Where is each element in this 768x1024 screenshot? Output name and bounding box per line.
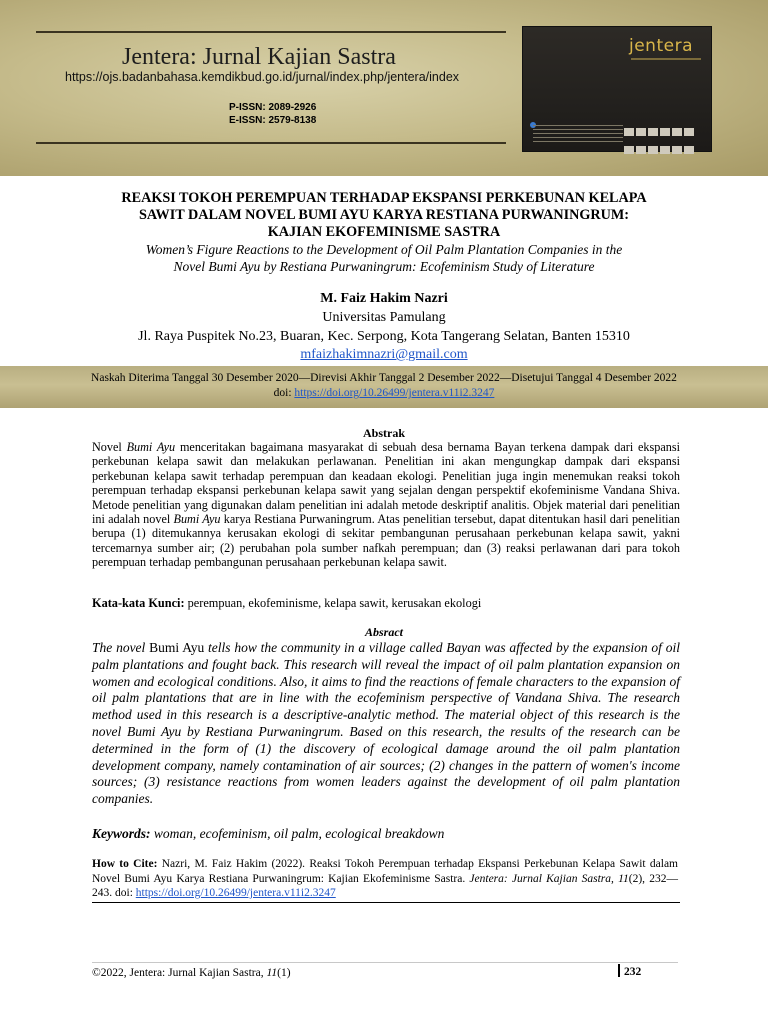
abstrak-text-part1: menceritakan bagaimana masyarakat di sebuah desa bernama Bayan terkena dampak dari ekspansi perkebunan kelapa sawit dan melakukan perlawanan. Penelitian ini akan mengungkap dampak dari ekspansi perkebunan kelapa sawit terhadap perempuan dan keadaan ekologi. Penelitian juga ingin menemukan reaksi tokoh perempuan terhadap ekspansi perkebunan kelapa sawit yang sejalan dengan perspektif ekofeminisme Vandana Shiva. Metode penelitian yang digunakan dalam penelitian ini adalah metode deskriptif analitis. Objek material dari penelitian ini adalah novel: [92, 440, 680, 527]
cover-text-lines: [533, 125, 623, 145]
cite-journal: Jentera: Jurnal Kajian Sastra, 11: [469, 872, 629, 885]
article-title: [0, 190, 768, 241]
cite-doi-link[interactable]: https://doi.org/10.26499/jentera.v11i2.3247: [135, 887, 336, 900]
author-name: M. Faiz Hakim Nazri: [320, 291, 448, 306]
keywords: [92, 826, 680, 842]
cite-text: Nazri, M. Faiz Hakim (2022). Reaksi Tokoh Perempuan terhadap Ekspansi Perkebunan Kelapa Sawit dalam Novel Bumi Ayu Karya Restiana Purwaningrum: Kajian Ekofeminisme Sastra.: [92, 858, 679, 885]
cite-label: How to Cite:: [92, 858, 158, 870]
page-number-bar: [618, 964, 620, 977]
author-affiliation: Universitas Pamulang: [322, 310, 446, 325]
doi-line: [0, 387, 768, 399]
abstrak-lead: Novel: [92, 440, 127, 454]
abstrak-book-title: Bumi Ayu: [126, 440, 176, 454]
journal-header: [0, 0, 768, 176]
footer-copyright: [92, 967, 291, 979]
abstract-lead: The novel: [92, 640, 150, 655]
kata-kunci: [92, 596, 680, 611]
abstrak-text-part2: karya Restiana Purwaningrum. Atas penelitian tersebut, dapat ditentukan hasil dari penelitian berupa (1) ditemukannya kerusakan ekologi di sekitar pembangunan perusahaan perkebunan kelapa sawit, yakni tercemarnya sumber air; (2) perubahan pola sumber nafkah perempuan; dan (3) reaksi perlawanan dari para tokoh perempuan terhadap pembangunan perusahaan perkebunan kelapa sawit.: [92, 512, 680, 570]
journal-cover-image: [522, 26, 712, 152]
abstrak-body: [92, 440, 680, 570]
kata-kunci-label: Kata-kata Kunci:: [92, 596, 185, 610]
copyright-text: ©2022, Jentera: Jurnal Kajian Sastra,: [92, 967, 267, 979]
page-number: [618, 964, 641, 978]
article-title-line: KAJIAN EKOFEMINISME SASTRA: [267, 224, 501, 240]
author-email: [0, 347, 768, 363]
abstract-body: [92, 640, 680, 808]
abstract-text: tells how the community in a village called Bayan was affected by the expansion of oil palm plantations and fought back. This research will reveal the impact of oil palm plantation expansion on women and ecological conditions. Also, it aims to find the reactions of female characters to the expansion of oil palm plantations that are in line with the ecofeminism perspective of Vandana Shiva. The research method used in this research is a descriptive-analytic method. The material object of this research is the novel Bumi Ayu by Restiana Purwaningrum. Based on this research, the results of the research can be determined in the form of (1) the discovery of ecological damage around the oil palm plantation development company, namely contamination of air sources; (2) changes in the pattern of women's income sources; (3) resistance reactions from women leaders against the development of oil palm plantation companies.: [92, 640, 680, 807]
how-to-cite: [92, 857, 678, 901]
cover-underline: [631, 58, 701, 60]
journal-url[interactable]: https://ojs.badanbahasa.kemdikbud.go.id/jurnal/index.php/jentera/index: [65, 70, 460, 84]
keywords-values: woman, ecofeminism, oil palm, ecological breakdown: [150, 826, 445, 841]
header-rule-bottom: [36, 142, 506, 144]
article-english-title: [0, 241, 768, 275]
footer-divider: [92, 962, 678, 963]
keywords-label: Keywords:: [92, 826, 151, 841]
article-title-line: REAKSI TOKOH PEREMPUAN TERHADAP EKSPANSI PERKEBUNAN KELAPA: [121, 190, 647, 206]
e-issn: E-ISSN: 2579-8138: [229, 115, 317, 126]
kata-kunci-values: perempuan, ekofeminisme, kelapa sawit, kerusakan ekologi: [184, 596, 482, 610]
journal-title: Jentera: Jurnal Kajian Sastra: [122, 44, 396, 70]
doi-link[interactable]: https://doi.org/10.26499/jentera.v11i2.3247: [294, 387, 495, 399]
abstract-heading: Absract: [364, 625, 403, 639]
citation-divider: [92, 902, 680, 903]
cite-pages: (2), 232—243. doi:: [92, 872, 678, 900]
doi-label: doi:: [273, 387, 295, 399]
header-rule-top: [36, 31, 506, 33]
abstract-book-title: Bumi Ayu: [149, 640, 205, 655]
english-title-line: Novel Bumi Ayu by Restiana Purwaningrum: Ecofeminism Study of Literature: [173, 259, 595, 274]
abstrak-book-title-2: Bumi Ayu: [173, 512, 221, 527]
author-email-link[interactable]: mfaizhakimnazri@gmail.com: [300, 347, 468, 362]
page-number-value: 232: [624, 966, 642, 978]
article-title-line: SAWIT DALAM NOVEL BUMI AYU KARYA RESTIANA PURWANINGRUM:: [139, 207, 629, 223]
author-address: Jl. Raya Puspitek No.23, Buaran, Kec. Serpong, Kota Tangerang Selatan, Banten 15310: [138, 329, 630, 344]
p-issn: P-ISSN: 2089-2926: [229, 102, 317, 113]
cover-index-logos: [623, 124, 707, 146]
submission-dates: Naskah Diterima Tanggal 30 Desember 2020—Direvisi Akhir Tanggal 2 Desember 2022—Disetujui Tanggal 4 Desember 2022: [91, 372, 677, 384]
submission-history-band: [0, 366, 768, 408]
copyright-volume: 11: [266, 967, 278, 979]
english-title-line: Women’s Figure Reactions to the Development of Oil Palm Plantation Companies in the: [145, 242, 623, 257]
copyright-issue: (1): [277, 967, 291, 979]
abstrak-heading: Abstrak: [362, 426, 405, 440]
cover-title: jentera: [629, 36, 693, 56]
